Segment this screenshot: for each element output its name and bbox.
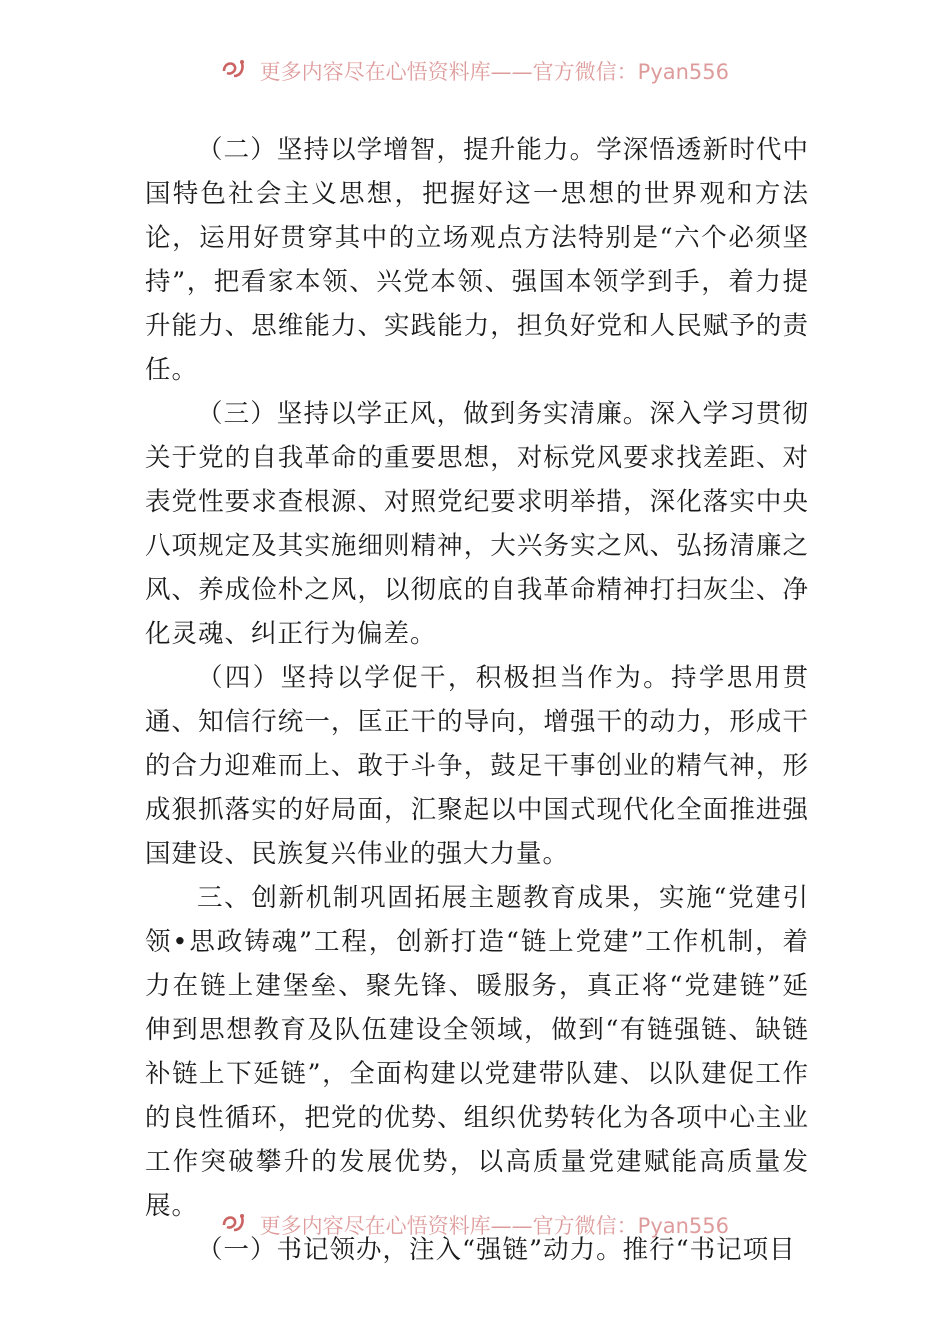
header-watermark	[0, 56, 950, 86]
paragraph: （三）坚持以学正风，做到务实清廉。深入学习贯彻关于党的自我革命的重要思想，对标党风要求找差距、对表党性要求查根源、对照党纪要求明举措，深化落实中央八项规定及其实施细则精神，大兴务实之风、弘扬清廉之风、养成俭朴之风，以彻底的自我革命精神打扫灰尘、净化灵魂、纠正行为偏差。	[145, 399, 809, 649]
paragraph: （四）坚持以学促干，积极担当作为。持学思用贯通、知信行统一，匡正干的导向，增强干的动力，形成干的合力迎难而上、敢于斗争，鼓足干事创业的精气神，形成狠抓落实的好局面，汇聚起以中国式现代化全面推进强国建设、民族复兴伟业的强大力量。	[145, 663, 809, 869]
watermark-logo-icon	[221, 58, 247, 85]
watermark-text: 更多内容尽在心悟资料库——官方微信：Pyan556	[259, 1214, 730, 1238]
paragraph: 三、创新机制巩固拓展主题教育成果，实施“党建引领•思政铸魂”工程，创新打造“链上党建”工作机制，着力在链上建堡垒、聚先锋、暖服务，真正将“党建链”延伸到思想教育及队伍建设全领域，做到“有链强链、缺链补链上下延链”，全面构建以党建带队建、以队建促工作的良性循环，把党的优势、组织优势转化为各项中心主业工作突破攀升的发展优势，以高质量党建赋能高质量发展。	[145, 883, 809, 1221]
paragraph: （一）书记领办，注入“强链”动力。推行“书记项目	[197, 1235, 796, 1265]
paragraph: （二）坚持以学增智，提升能力。学深悟透新时代中国特色社会主义思想，把握好这一思想的世界观和方法论，运用好贯穿其中的立场观点方法特别是“六个必须坚持”，把看家本领、兴党本领、强国本领学到手，着力提升能力、思维能力、实践能力，担负好党和人民赋予的责任。	[145, 135, 809, 385]
watermark-logo-icon	[221, 1212, 247, 1239]
footer-watermark	[0, 1210, 950, 1240]
watermark-text: 更多内容尽在心悟资料库——官方微信：Pyan556	[259, 60, 730, 84]
document-body	[145, 128, 809, 1272]
